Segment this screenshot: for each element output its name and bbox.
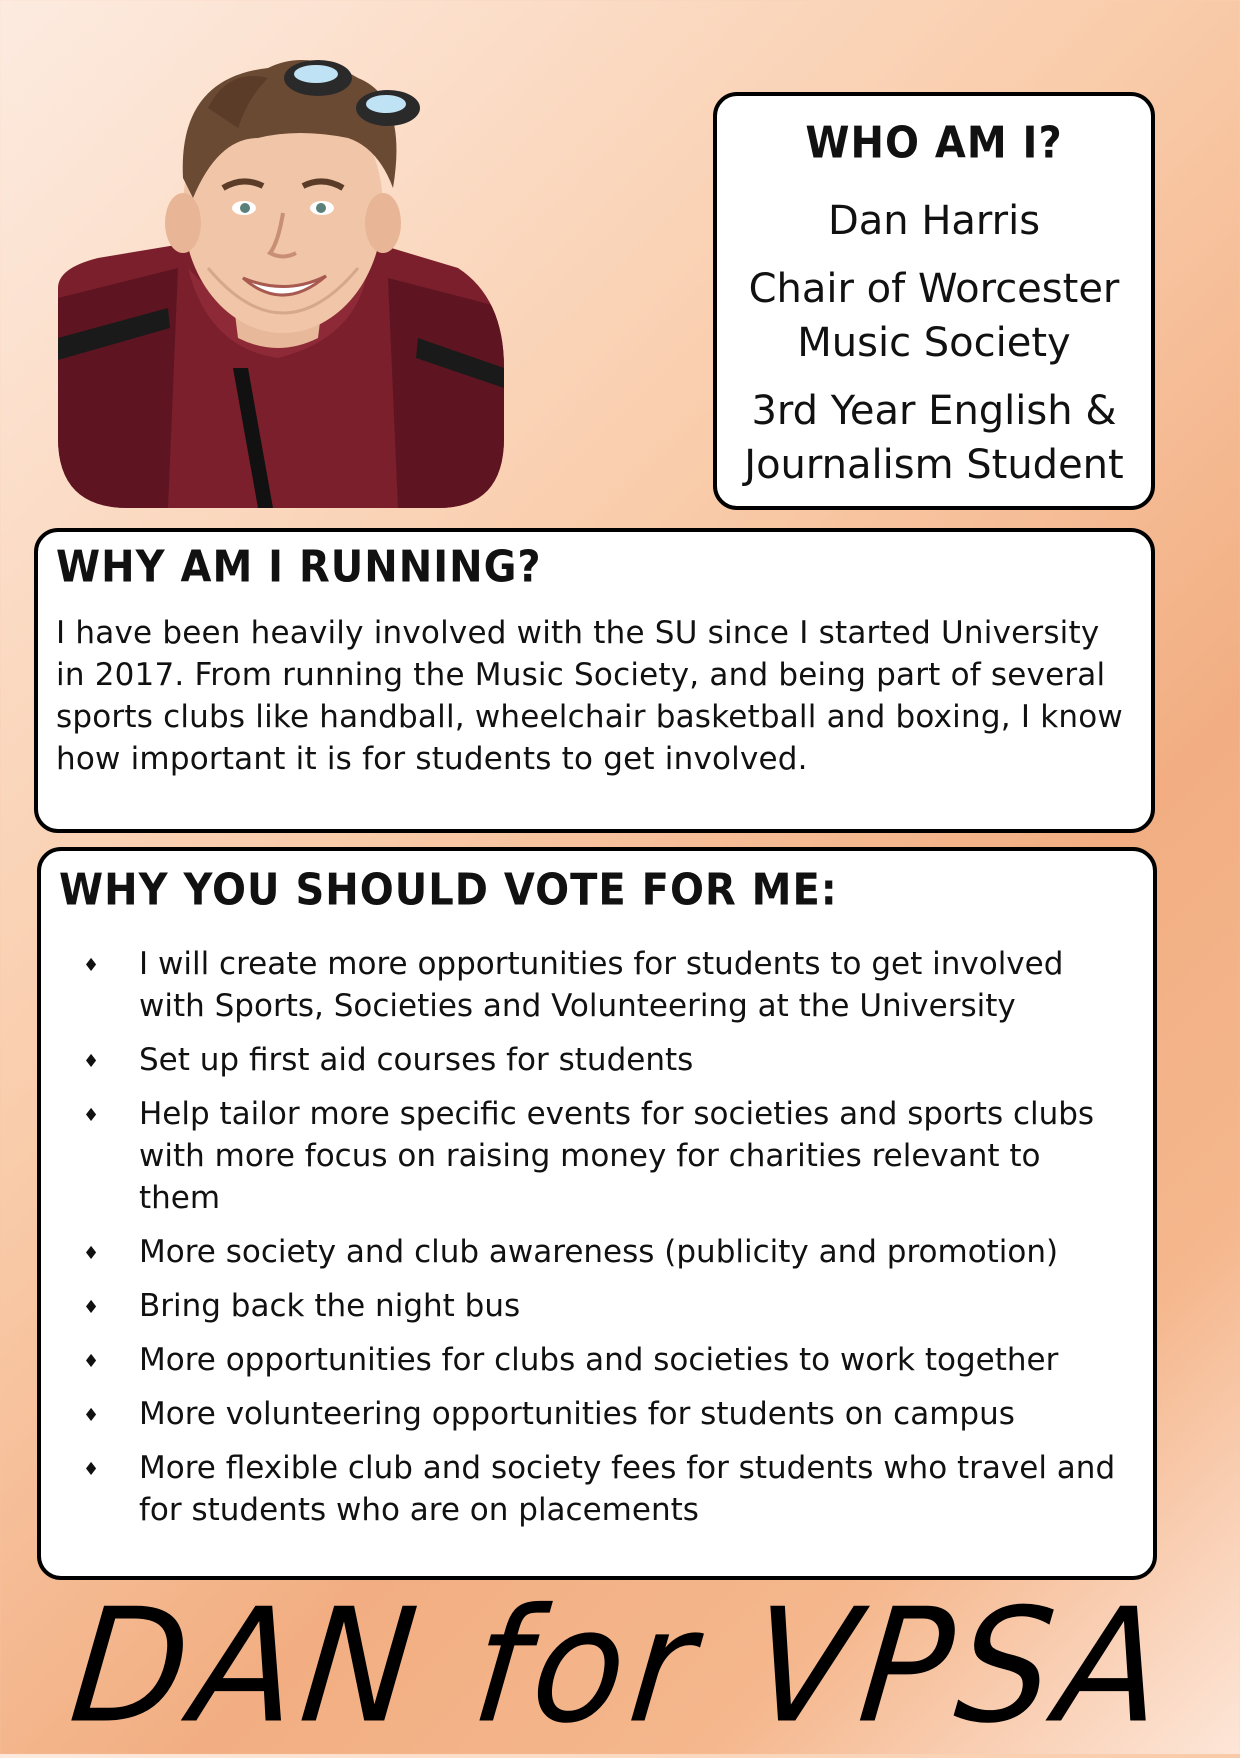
diamond-bullet-icon: ♦ (83, 1405, 100, 1426)
diamond-bullet-icon: ♦ (83, 955, 100, 976)
study-line-2: Journalism Student (744, 442, 1124, 488)
pledge-text: Help tailor more specific events for societies and sports clubs with more focus on raising money for charities relevant to them (139, 1096, 1095, 1216)
pledge-item (61, 1231, 1131, 1273)
diamond-bullet-icon: ♦ (83, 1243, 100, 1264)
who-am-i-panel (713, 92, 1155, 510)
pledge-text: Set up first aid courses for students (139, 1042, 694, 1078)
role-line-2: Music Society (797, 320, 1071, 366)
pledge-item (61, 1039, 1131, 1081)
diamond-bullet-icon: ♦ (83, 1459, 100, 1480)
vote-reasons-panel (37, 847, 1157, 1580)
why-running-panel (34, 528, 1155, 833)
candidate-name: Dan Harris (827, 198, 1041, 244)
pledge-text: Bring back the night bus (139, 1288, 521, 1324)
diamond-bullet-icon: ♦ (83, 1105, 100, 1126)
pledge-item (61, 1285, 1131, 1327)
vote-reasons-heading: WHY YOU SHOULD VOTE FOR ME: (59, 865, 838, 916)
study-line-1: 3rd Year English & (751, 388, 1117, 434)
why-running-text: I have been heavily involved with the SU since I started University in 2017. From running the Music Society, and being part of several sports clubs like handball, wheelchair basketball and boxing, I know how important it is for students to get involved. (56, 615, 1123, 777)
diamond-bullet-icon: ♦ (83, 1351, 100, 1372)
why-running-heading: WHY AM I RUNNING? (56, 542, 542, 593)
pledge-item (61, 1339, 1131, 1381)
who-am-i-heading: WHO AM I? (805, 118, 1063, 169)
pledge-text: More volunteering opportunities for students on campus (139, 1396, 1015, 1432)
pledge-text: I will create more opportunities for students to get involved with Sports, Societies and Volunteering at the University (139, 946, 1064, 1024)
diamond-bullet-icon: ♦ (83, 1051, 100, 1072)
role-line-1: Chair of Worcester (748, 266, 1120, 312)
pledge-item (61, 1093, 1131, 1219)
candidate-portrait-illustration (58, 38, 504, 508)
diamond-bullet-icon: ♦ (83, 1297, 100, 1318)
pledge-text: More flexible club and society fees for students who travel and for students who are on placements (139, 1450, 1116, 1528)
candidate-photo (58, 38, 504, 508)
campaign-slogan: DAN for VPSA (63, 1575, 1177, 1758)
pledge-text: More opportunities for clubs and societies to work together (139, 1342, 1059, 1378)
pledge-list (61, 943, 1131, 1543)
pledge-item (61, 1447, 1131, 1531)
pledge-item (61, 943, 1131, 1027)
pledge-item (61, 1393, 1131, 1435)
pledge-text: More society and club awareness (publicity and promotion) (139, 1234, 1059, 1270)
